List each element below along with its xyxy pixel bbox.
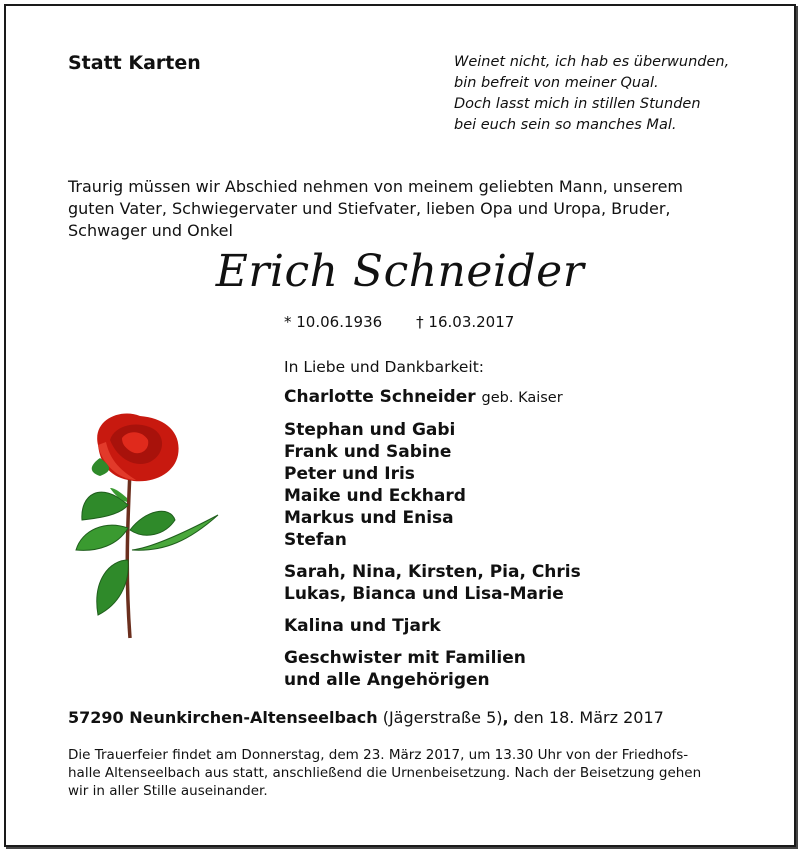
list-item: Frank und Sabine (284, 442, 452, 462)
list-item: Kalina und Tjark (284, 616, 441, 636)
poem-line: Doch lasst mich in stillen Stunden (454, 96, 701, 112)
funeral-notice (68, 746, 748, 800)
list-item: Sarah, Nina, Kirsten, Pia, Chris (284, 562, 581, 582)
list-item: Stephan und Gabi (284, 420, 456, 440)
address-place: 57290 Neunkirchen-Altenseelbach (68, 708, 378, 727)
funeral-line: halle Altenseelbach aus statt, anschließend die Urnenbeisetzung. Nach der Beisetzung gehen (68, 765, 702, 781)
funeral-line: Die Trauerfeier findet am Donnerstag, dem 23. März 2017, um 13.30 Uhr von der Friedhofs- (68, 747, 689, 763)
life-dates (284, 313, 548, 331)
intro-line: Schwager und Onkel (68, 221, 233, 240)
intro-line: Traurig müssen wir Abschied nehmen von meinem geliebten Mann, unserem (68, 177, 683, 196)
great-grandchildren-list (284, 615, 581, 637)
statt-karten-label: Statt Karten (68, 52, 201, 74)
poem-line: bei euch sein so manches Mal. (454, 117, 677, 133)
deceased-name: Erich Schneider (215, 246, 585, 297)
thanks-heading: In Liebe und Dankbarkeit: (284, 358, 485, 376)
list-item: und alle Angehörigen (284, 670, 490, 690)
widow (284, 386, 581, 409)
address-street: (Jägerstraße 5) (382, 708, 503, 727)
birth-date: * 10.06.1936 (284, 313, 383, 331)
list-item: Lukas, Bianca und Lisa-Marie (284, 584, 564, 604)
intro-text (68, 176, 748, 242)
children-list (284, 419, 581, 551)
poem (454, 52, 729, 136)
list-item: Markus und Enisa (284, 508, 454, 528)
widow-name: Charlotte Schneider (284, 387, 476, 407)
death-date: † 16.03.2017 (416, 313, 515, 331)
list-item: Stefan (284, 530, 347, 550)
intro-line: guten Vater, Schwiegervater und Stiefvater, lieben Opa und Uropa, Bruder, (68, 199, 671, 218)
address-date: den 18. März 2017 (513, 708, 664, 727)
rose-image (70, 410, 230, 640)
list-item: Geschwister mit Familien (284, 648, 526, 668)
address-comma: , (502, 708, 509, 727)
poem-line: Weinet nicht, ich hab es überwunden, (454, 54, 730, 70)
grandchildren-list (284, 561, 581, 605)
widow-maiden-name: geb. Kaiser (481, 390, 563, 406)
relatives-list (284, 647, 581, 691)
list-item: Peter und Iris (284, 464, 415, 484)
funeral-line: wir in aller Stille auseinander. (68, 783, 268, 799)
list-item: Maike und Eckhard (284, 486, 466, 506)
family-list (284, 358, 581, 701)
address-line (68, 708, 664, 727)
poem-line: bin befreit von meiner Qual. (454, 75, 659, 91)
